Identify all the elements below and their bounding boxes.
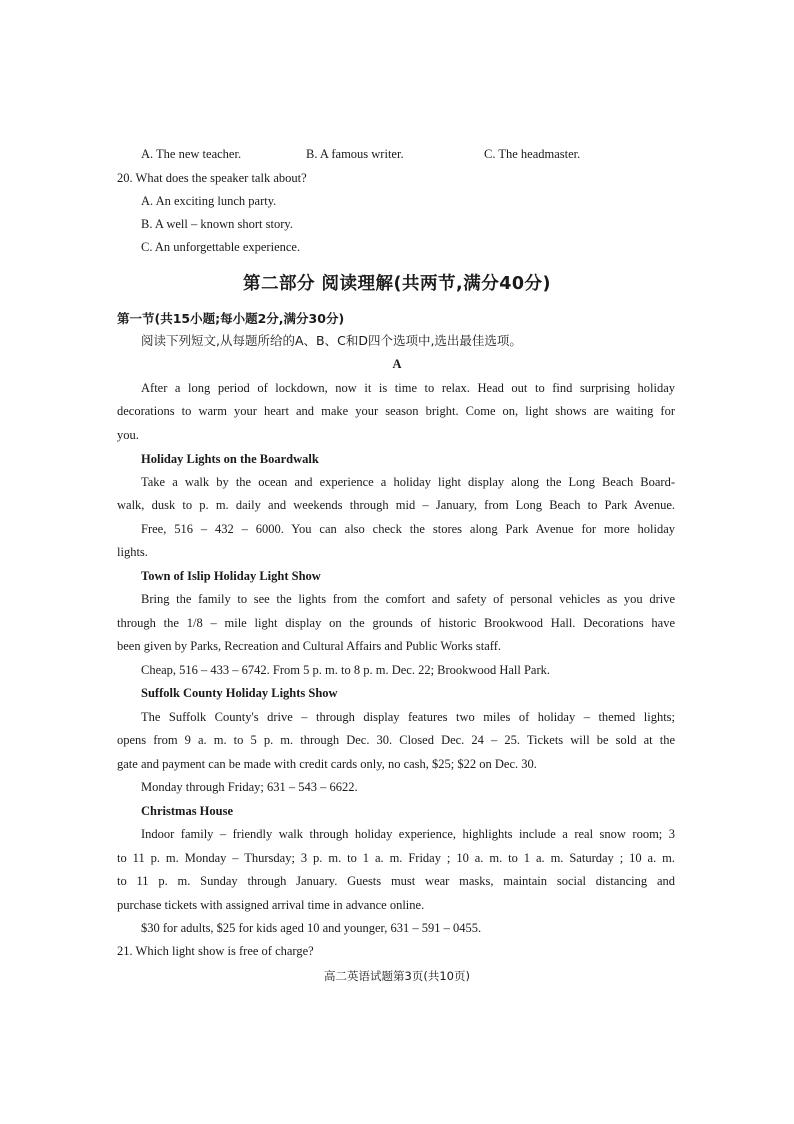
boardwalk-line-1: Take a walk by the ocean and experience a holiday light display along the Long Beach Board- (141, 475, 675, 489)
q20-stem: 20. What does the speaker talk about? (117, 171, 307, 185)
islip-line-3: been given by Parks, Recreation and Cultural Affairs and Public Works staff. (117, 639, 501, 653)
islip-line-4: Cheap, 516 – 433 – 6742. From 5 p. m. to 8 p. m. Dec. 22; Brookwood Hall Park. (141, 663, 550, 677)
page-footer: 高二英语试题第3页(共10页) (324, 969, 470, 983)
christmas-line-3: to 11 p. m. Sunday through January. Guests must wear masks, maintain social distancing and (117, 874, 675, 888)
islip-line-2: through the 1/8 – mile light display on the grounds of historic Brookwood Hall. Decorations have (117, 616, 675, 630)
christmas-line-1: Indoor family – friendly walk through holiday experience, highlights include a real snow room; 3 (141, 827, 675, 841)
section-instruction: 阅读下列短文,从每题所给的A、B、C和D四个选项中,选出最佳选项。 (141, 333, 522, 348)
passage-label: A (392, 357, 402, 371)
suffolk-line-4: Monday through Friday; 631 – 543 – 6622. (141, 780, 358, 794)
christmas-line-4: purchase tickets with assigned arrival time in advance online. (117, 898, 425, 912)
suffolk-line-1: The Suffolk County's drive – through display features two miles of holiday – themed lights; (141, 710, 675, 724)
part-two-title: 第二部分 阅读理解(共两节,满分40分) (242, 274, 552, 294)
boardwalk-line-4: lights. (117, 545, 148, 559)
boardwalk-line-2: walk, dusk to p. m. daily and weekends through mid – January, from Long Beach to Park Avenue. (117, 498, 675, 512)
intro-line-1: After a long period of lockdown, now it is time to relax. Head out to find surprising holiday (141, 381, 675, 395)
suffolk-line-2: opens from 9 a. m. to 5 p. m. through Dec. 30. Closed Dec. 24 – 25. Tickets will be sold at the (117, 733, 675, 747)
christmas-heading: Christmas House (141, 804, 234, 818)
q20-option-a: A. An exciting lunch party. (141, 194, 277, 208)
q19-option-a: A. The new teacher. (141, 147, 242, 161)
islip-line-1: Bring the family to see the lights from the comfort and safety of personal vehicles as you drive (141, 592, 675, 606)
q19-option-c: C. The headmaster. (484, 147, 581, 161)
intro-line-3: you. (117, 428, 139, 442)
boardwalk-line-3: Free, 516 – 432 – 6000. You can also check the stores along Park Avenue for more holiday (141, 522, 675, 536)
christmas-line-2: to 11 p. m. Monday – Thursday; 3 p. m. to 1 a. m. Friday ; 10 a. m. to 1 a. m. Saturday ; 10 a. m. (117, 851, 675, 865)
q20-option-c: C. An unforgettable experience. (141, 240, 301, 254)
q20-option-b: B. A well – known short story. (141, 217, 293, 231)
q21-stem: 21. Which light show is free of charge? (117, 944, 314, 958)
christmas-line-5: $30 for adults, $25 for kids aged 10 and younger, 631 – 591 – 0455. (141, 921, 482, 935)
boardwalk-heading: Holiday Lights on the Boardwalk (141, 452, 319, 466)
suffolk-line-3: gate and payment can be made with credit cards only, no cash, $25; $22 on Dec. 30. (117, 757, 537, 771)
section-one-heading: 第一节(共15小题;每小题2分,满分30分) (117, 311, 345, 326)
suffolk-heading: Suffolk County Holiday Lights Show (141, 686, 338, 700)
islip-heading: Town of Islip Holiday Light Show (141, 569, 321, 583)
intro-line-2: decorations to warm your heart and make your season bright. Come on, light shows are waiting for (117, 404, 675, 418)
q19-option-b: B. A famous writer. (306, 147, 404, 161)
